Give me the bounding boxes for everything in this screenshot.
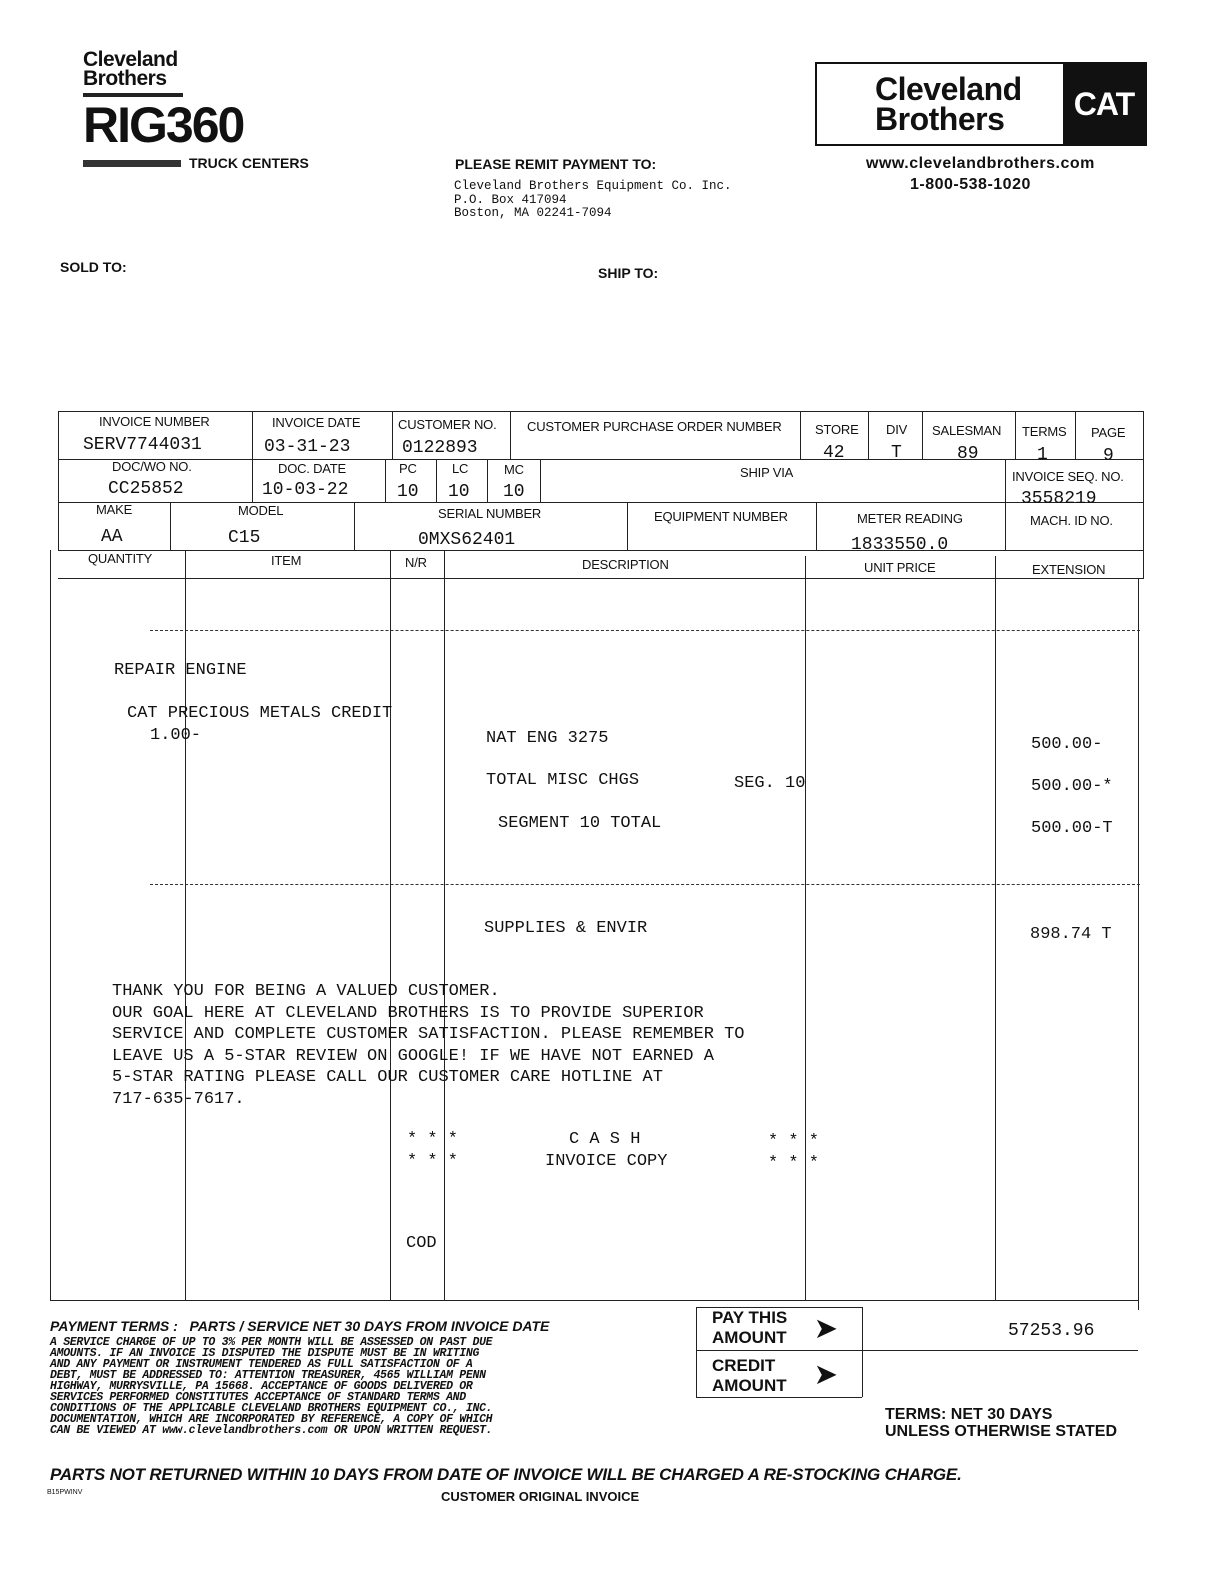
credit-line1: CREDIT	[712, 1356, 776, 1375]
rig360-logo	[83, 50, 309, 171]
meter-label: METER READING	[857, 511, 963, 526]
doc-date-value: 10-03-22	[262, 480, 349, 500]
credit-qty: 1.00-	[150, 726, 202, 745]
website: www.clevelandbrothers.com	[866, 155, 1095, 172]
customer-no-label: CUSTOMER NO.	[398, 417, 497, 432]
doc-date-label: DOC. DATE	[278, 461, 347, 476]
pc-value: 10	[397, 482, 419, 502]
form-code: B15PWINV	[47, 1489, 83, 1496]
rig-logo-line2: Brothers	[83, 67, 167, 90]
pay-arrow-icon: ➤	[815, 1313, 837, 1343]
cat-logo-line1: Cleveland	[875, 71, 1022, 107]
rig-logo-sub: TRUCK CENTERS	[189, 155, 309, 171]
cat-logo-box	[815, 62, 1147, 146]
doc-wo-value: CC25852	[108, 479, 184, 499]
message-line-4: LEAVE US A 5-STAR REVIEW ON GOOGLE! IF WE HAVE NOT EARNED A	[112, 1046, 714, 1066]
nat-eng-extension: 500.00-	[1031, 735, 1103, 754]
invoice-date-value: 03-31-23	[264, 437, 351, 457]
payment-terms: PAYMENT TERMS : PARTS / SERVICE NET 30 DAYS FROM INVOICE DATE	[50, 1318, 550, 1334]
invoice-date-label: INVOICE DATE	[272, 415, 361, 430]
stars-right-1: * * *	[768, 1132, 820, 1151]
item-col-header: ITEM	[271, 553, 302, 568]
model-label: MODEL	[238, 503, 284, 518]
terms-label: TERMS	[1022, 424, 1067, 439]
ship-via-label: SHIP VIA	[740, 465, 794, 480]
div-value: T	[891, 443, 902, 463]
terms-net-line2: UNLESS OTHERWISE STATED	[885, 1423, 1118, 1440]
lc-label: LC	[452, 461, 469, 476]
serial-label: SERIAL NUMBER	[438, 506, 542, 521]
salesman-value: 89	[957, 444, 979, 464]
invoice-number-label: INVOICE NUMBER	[99, 414, 210, 429]
mc-value: 10	[503, 482, 525, 502]
supplies-line: SUPPLIES & ENVIR	[484, 919, 648, 938]
div-label: DIV	[886, 422, 908, 437]
message-line-1: THANK YOU FOR BEING A VALUED CUSTOMER.	[112, 982, 500, 1001]
serial-value: 0MXS62401	[418, 530, 516, 550]
make-label: MAKE	[96, 502, 133, 517]
message-line-2: OUR GOAL HERE AT CLEVELAND BROTHERS IS TO PROVIDE SUPERIOR	[112, 1003, 704, 1023]
quantity-col-header: QUANTITY	[88, 551, 153, 566]
invoice-seq-label: INVOICE SEQ. NO.	[1012, 469, 1124, 484]
store-value: 42	[823, 443, 845, 463]
pay-amount-value: 57253.96	[1008, 1321, 1095, 1341]
segment-total-line: SEGMENT 10 TOTAL	[498, 814, 662, 833]
credit-amount-label	[712, 1356, 787, 1396]
model-value: C15	[228, 528, 261, 548]
pay-this-line1: PAY THIS	[712, 1308, 788, 1327]
invoice-number-value: SERV7744031	[83, 435, 202, 455]
pc-label: PC	[399, 461, 417, 476]
page-value: 9	[1103, 446, 1114, 466]
cat-logo-line2: Brothers	[875, 101, 1005, 137]
thank-you-message	[112, 981, 745, 1110]
nat-eng-line: NAT ENG 3275	[486, 729, 609, 748]
seg-line: SEG. 10	[734, 774, 806, 793]
nr-col-header: N/R	[405, 555, 427, 570]
page-label: PAGE	[1091, 425, 1126, 440]
lc-value: 10	[448, 482, 470, 502]
message-line-5: 5-STAR RATING PLEASE CALL OUR CUSTOMER CARE HOTLINE AT	[112, 1068, 663, 1087]
extension-col-header: EXTENSION	[1032, 562, 1106, 577]
misc-extension: 500.00-*	[1031, 777, 1113, 796]
rig-logo-wordmark: RIG360	[83, 97, 244, 153]
credit-line2: AMOUNT	[712, 1376, 787, 1395]
pay-this-amount-label	[712, 1308, 787, 1348]
mach-id-label: MACH. ID NO.	[1030, 513, 1113, 528]
doc-wo-label: DOC/WO NO.	[112, 459, 192, 474]
cash-line: C A S H	[569, 1130, 641, 1149]
terms-net	[885, 1406, 1117, 1440]
stars-left-1: * * *	[407, 1130, 459, 1149]
remit-line1: Cleveland Brothers Equipment Co. Inc.	[454, 179, 732, 193]
repair-line: REPAIR ENGINE	[114, 661, 247, 680]
stars-left-2: * * *	[407, 1152, 459, 1171]
salesman-label: SALESMAN	[932, 423, 1002, 438]
remit-line3: Boston, MA 02241-7094	[454, 206, 612, 220]
phone: 1-800-538-1020	[910, 176, 1031, 193]
cod-label: COD	[406, 1234, 437, 1253]
pay-this-line2: AMOUNT	[712, 1328, 787, 1347]
customer-no-value: 0122893	[402, 438, 478, 458]
equipment-label: EQUIPMENT NUMBER	[654, 509, 788, 524]
restocking-notice: PARTS NOT RETURNED WITHIN 10 DAYS FROM DATE OF INVOICE WILL BE CHARGED A RE-STOCKING CHARGE.	[50, 1465, 962, 1484]
rig-logo-line1: Cleveland	[83, 48, 178, 71]
credit-arrow-icon: ➤	[815, 1359, 837, 1389]
message-line-3: SERVICE AND COMPLETE CUSTOMER SATISFACTION. PLEASE REMEMBER TO	[112, 1025, 745, 1044]
supplies-extension: 898.74 T	[1030, 925, 1112, 944]
rig-logo-bar	[83, 160, 181, 167]
sold-to-label: SOLD TO:	[60, 259, 127, 275]
store-label: STORE	[815, 422, 859, 437]
unit-price-col-header: UNIT PRICE	[864, 560, 936, 575]
misc-line: TOTAL MISC CHGS	[486, 771, 640, 790]
make-value: AA	[101, 527, 123, 547]
cat-logo-badge	[1063, 64, 1145, 144]
credit-line: CAT PRECIOUS METALS CREDIT	[127, 704, 393, 723]
ship-to-label: SHIP TO:	[598, 265, 659, 281]
fine-print: A SERVICE CHARGE OF UP TO 3% PER MONTH WILL BE ASSESSED ON PAST DUE AMOUNTS. IF AN INVOICE IS DISPUTED THE DISPUTE MUST BE IN WRITING AND ANY PAYMENT OR INSTRUMENT TENDERED AS FULL SATISFACTION OF A DEBT, MUST BE ADDRESSED TO: ATTENTION TREASURER, 4565 WILLIAM PENN HIGHWAY, MURRYSVILLE, PA 15668. ACCEPTANCE OF GOODS DELIVERED OR SERVICES PERFORMED CONSTITUTES ACCEPTANCE OF STANDARD TERMS AND CONDITIONS OF THE APPLICABLE CLEVELAND BROTHERS EQUIPMENT CO., INC. DOCUMENTATION, WHICH ARE INCORPORATED BY REFERENCE, A COPY OF WHICH CAN BE VIEWED AT www.clevelandbrothers.com OR UPON WRITTEN REQUEST.	[50, 1336, 493, 1437]
mc-label: MC	[504, 462, 524, 477]
description-col-header: DESCRIPTION	[582, 557, 669, 572]
meter-value: 1833550.0	[851, 535, 949, 555]
customer-original-invoice: CUSTOMER ORIGINAL INVOICE	[441, 1489, 640, 1504]
cat-logo-text: CAT	[1073, 85, 1135, 122]
remit-line2: P.O. Box 417094	[454, 192, 567, 207]
stars-right-2: * * *	[768, 1154, 820, 1173]
invoice-seq-value: 3558219	[1021, 489, 1097, 509]
message-line-6: 717-635-7617.	[112, 1089, 245, 1109]
customer-po-label: CUSTOMER PURCHASE ORDER NUMBER	[527, 419, 782, 434]
segment-total-extension: 500.00-T	[1031, 819, 1113, 838]
remit-heading: PLEASE REMIT PAYMENT TO:	[455, 156, 657, 172]
invoice-copy-line: INVOICE COPY	[545, 1152, 668, 1171]
terms-net-line1: TERMS: NET 30 DAYS	[885, 1406, 1053, 1423]
terms-value: 1	[1037, 445, 1048, 465]
